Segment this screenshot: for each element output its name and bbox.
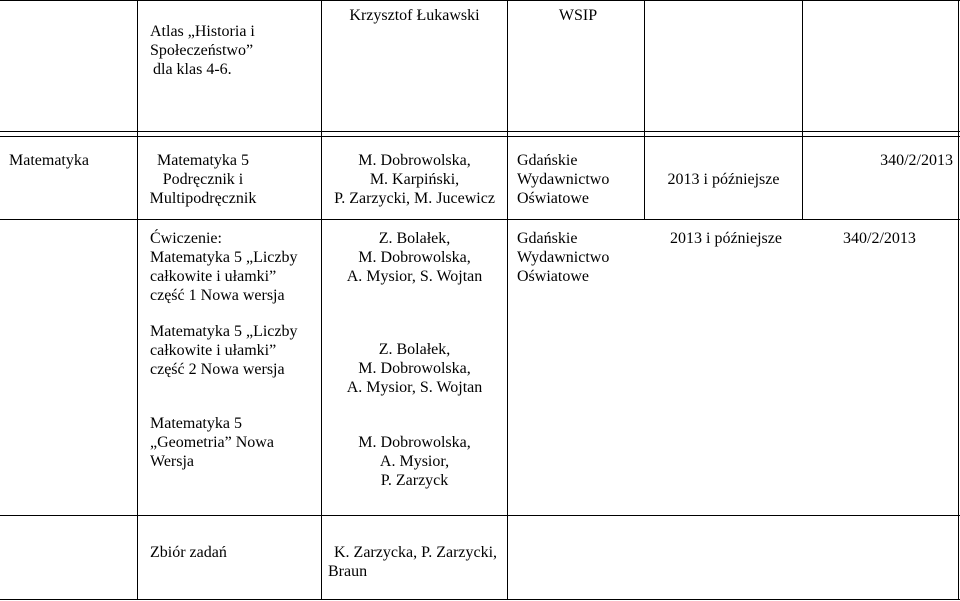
row-divider <box>0 131 960 132</box>
column-divider <box>802 0 803 220</box>
workbook-part1-number: 340/2/2013 <box>843 230 916 247</box>
atlas-author: Krzysztof Łukawski <box>349 7 480 24</box>
row-divider <box>0 515 960 516</box>
geometry-authors: M. Dobrowolska, A. Mysior, P. Zarzyck <box>358 434 471 489</box>
workbook-part2-title: Matematyka 5 „Liczby całkowite i ułamki” część 2 Nowa wersja <box>150 323 298 378</box>
geometry-title: Matematyka 5 „Geometria” Nowa Wersja <box>150 415 274 470</box>
textbook-title: Matematyka 5 Podręcznik i Multipodręcznik <box>149 152 257 207</box>
textbook-year: 2013 i późniejsze <box>667 171 780 188</box>
exercise-collection-authors: K. Zarzycka, P. Zarzycki, Braun <box>328 544 498 580</box>
table-border-top <box>0 0 960 1</box>
workbook-part1-authors: Z. Bolałek, M. Dobrowolska, A. Mysior, S. Wojtan <box>346 230 483 285</box>
approval-number: 340/2/2013 <box>880 152 953 169</box>
subject-label: Matematyka <box>9 152 89 169</box>
column-divider <box>507 0 508 600</box>
column-divider <box>321 0 322 600</box>
textbook-publisher: Gdańskie Wydawnictwo Oświatowe <box>517 152 610 207</box>
workbook-part1-year: 2013 i późniejsze <box>670 230 782 247</box>
textbook-authors: M. Dobrowolska, M. Karpiński, P. Zarzycki, M. Jucewicz <box>334 152 495 207</box>
atlas-publisher: WSIP <box>558 7 598 24</box>
atlas-title: Atlas „Historia i Społeczeństwo” dla klas 4-6. <box>150 23 255 78</box>
column-divider <box>137 0 138 600</box>
table-border-bottom <box>0 599 960 600</box>
workbook-part1-publisher: Gdańskie Wydawnictwo Oświatowe <box>517 230 610 285</box>
exercise-collection-title: Zbiór zadań <box>150 544 227 561</box>
row-divider <box>0 219 960 220</box>
workbook-part2-authors: Z. Bolałek, M. Dobrowolska, A. Mysior, S. Wojtan <box>346 341 483 396</box>
table-border-right <box>958 0 959 600</box>
row-divider <box>0 136 960 137</box>
workbook-part1-title: Ćwiczenie: Matematyka 5 „Liczby całkowite i ułamki” część 1 Nowa wersja <box>150 230 298 304</box>
